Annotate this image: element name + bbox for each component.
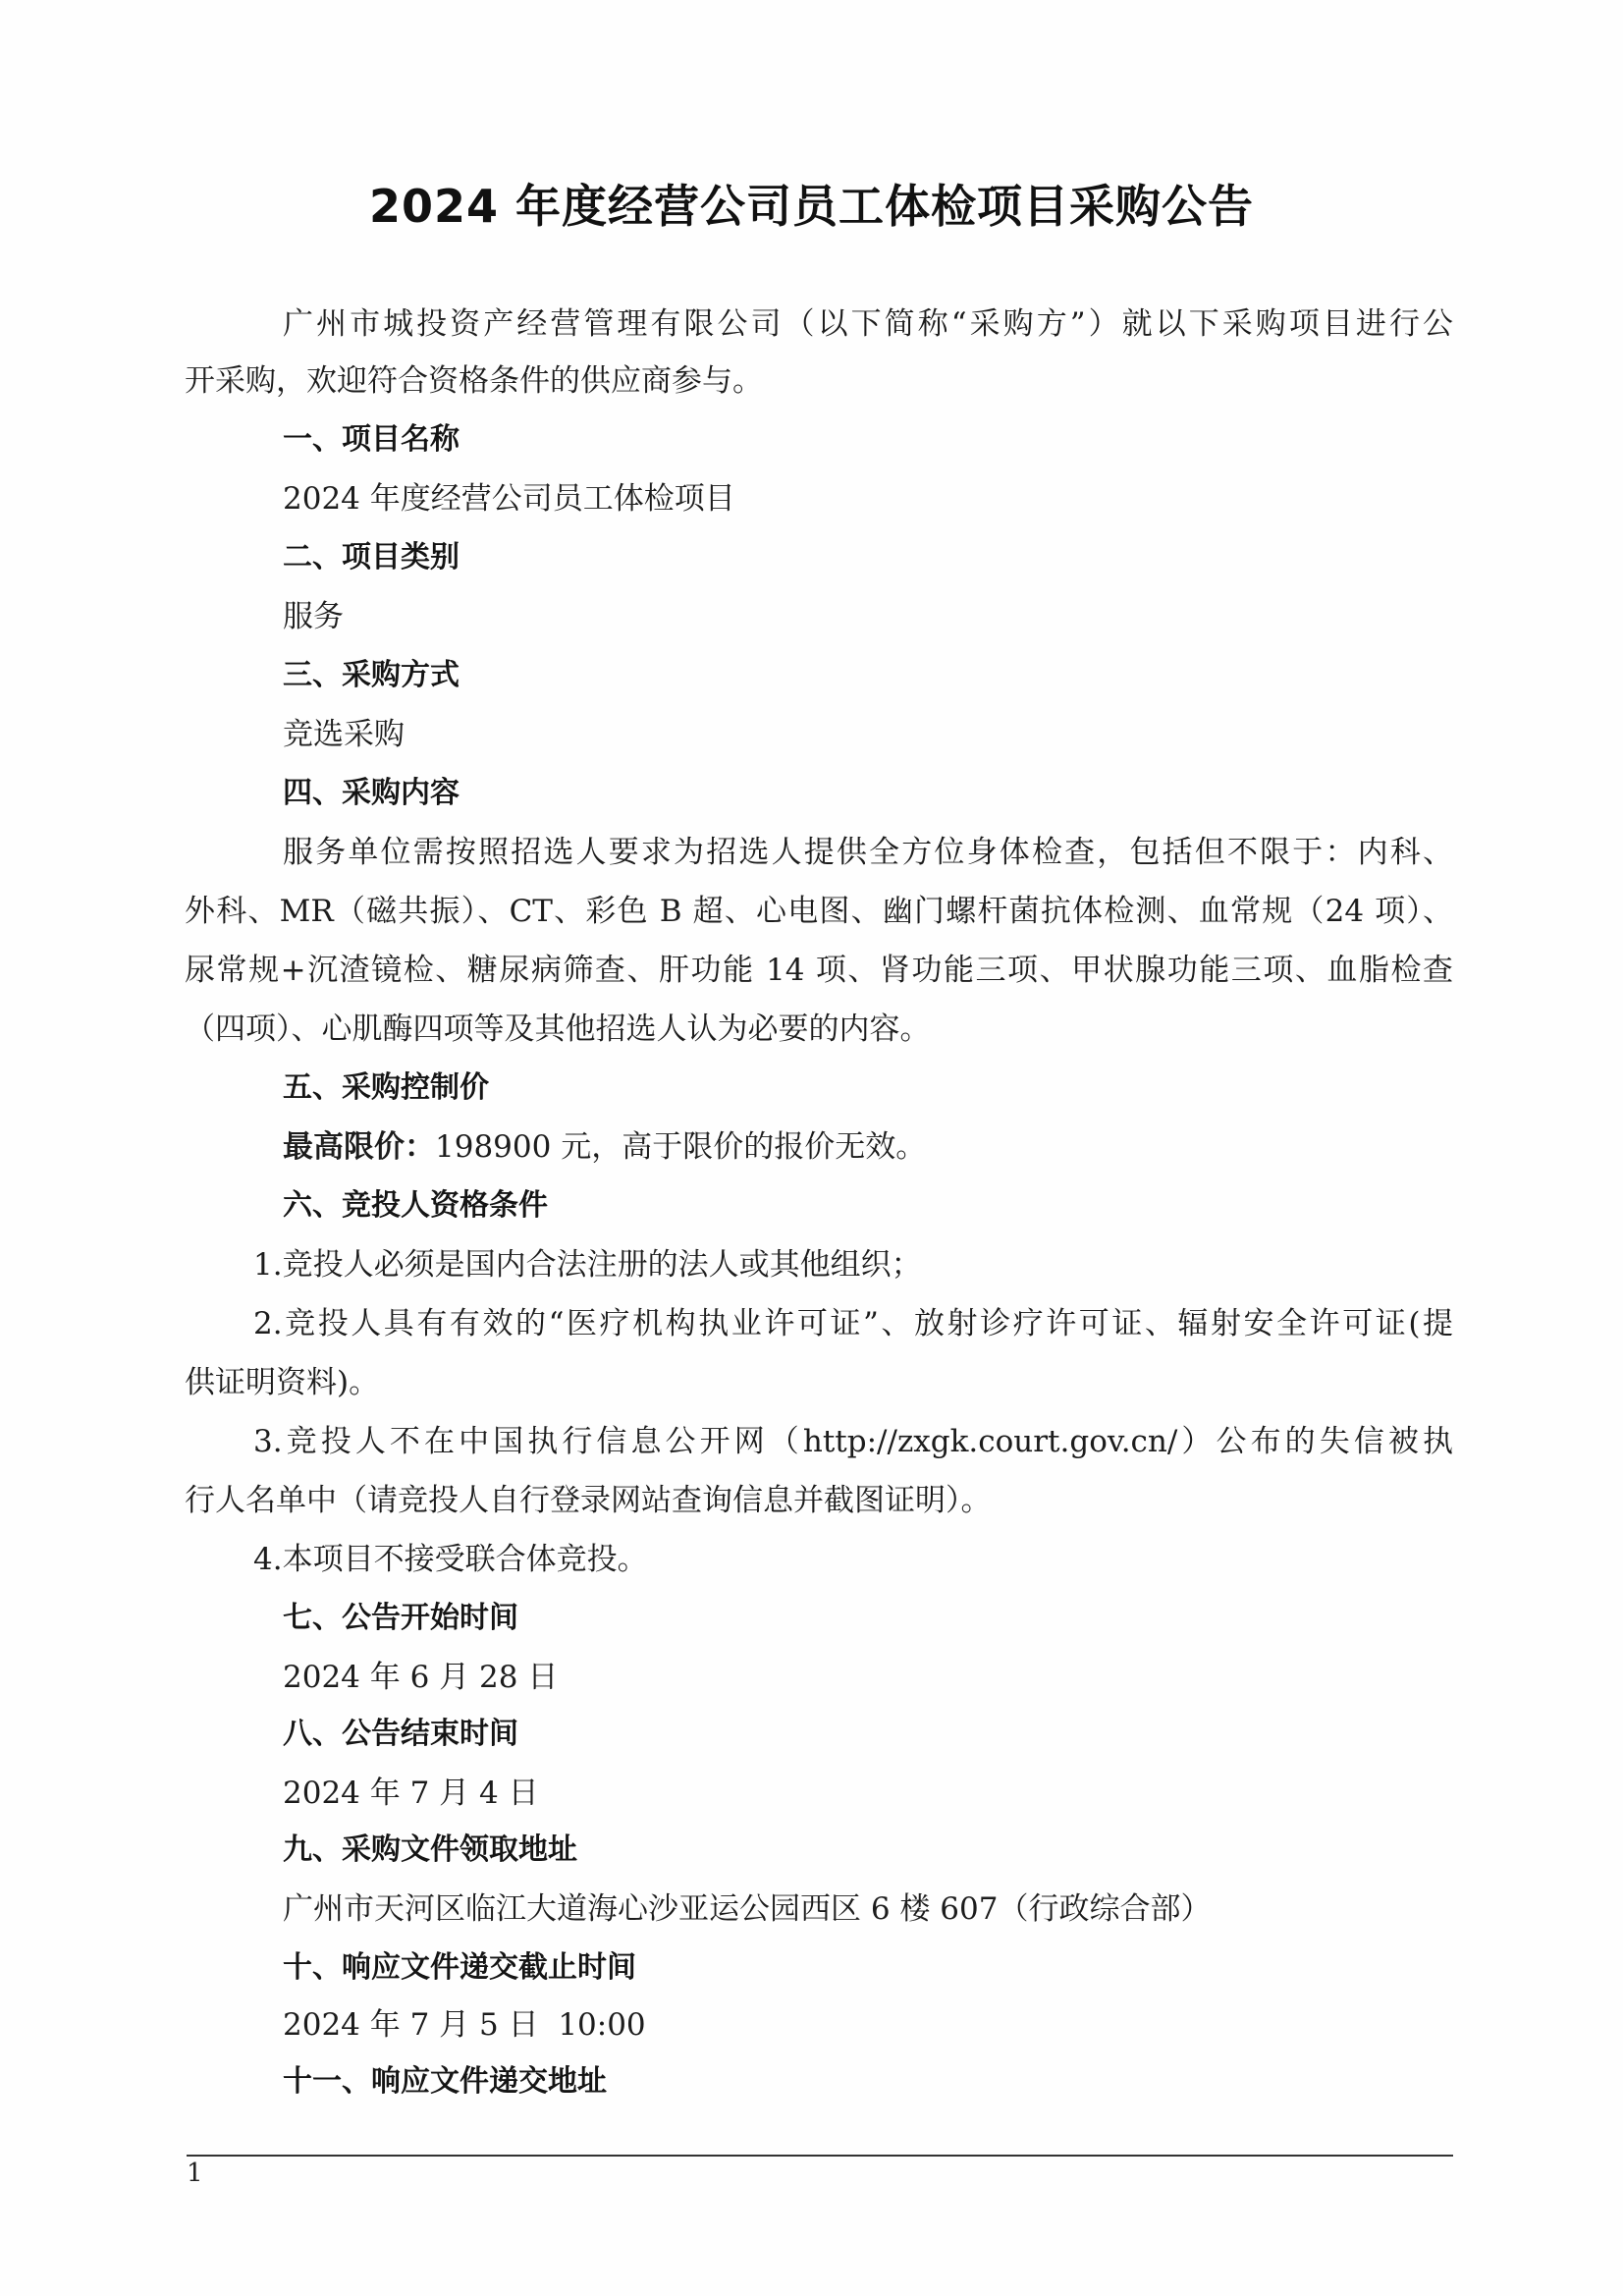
section-heading-procurement-method: 三、采购方式: [283, 658, 460, 692]
document-pickup-address: 广州市天河区临江大道海心沙亚运公园西区 6 楼 607（行政综合部）: [283, 1891, 1212, 1927]
section-heading-project-category: 二、项目类别: [283, 540, 460, 574]
section-body-project-category: 服务: [283, 599, 344, 634]
announcement-end-date: 2024 年 7 月 4 日: [283, 1776, 539, 1811]
max-price-line: [283, 1127, 926, 1167]
max-price-value: 198900 元，高于限价的报价无效。: [435, 1129, 927, 1165]
submission-deadline: 2024 年 7 月 5 日 10:00: [283, 2007, 646, 2043]
announcement-start-date: 2024 年 6 月 28 日: [283, 1660, 559, 1695]
section-heading-control-price: 五、采购控制价: [283, 1070, 489, 1105]
content-line-1: 服务单位需按照招选人要求为招选人提供全方位身体检查，包括但不限于：内科、: [283, 835, 1453, 870]
footer-divider: [187, 2155, 1453, 2157]
qualification-item-2-line-1: 2.竞投人具有有效的“医疗机构执业许可证”、放射诊疗许可证、辐射安全许可证(提: [253, 1306, 1453, 1341]
section-heading-submission-deadline: 十、响应文件递交截止时间: [283, 1950, 636, 1985]
max-price-label: 最高限价：: [283, 1129, 435, 1165]
qualification-item-2-line-2: 供证明资料)。: [185, 1365, 380, 1400]
section-body-project-name: 2024 年度经营公司员工体检项目: [283, 481, 735, 517]
content-line-3: 尿常规+沉渣镜检、糖尿病筛查、肝功能 14 项、肾功能三项、甲状腺功能三项、血脂检查: [185, 953, 1453, 988]
section-heading-submission-address: 十一、响应文件递交地址: [283, 2064, 607, 2099]
page-number: 1: [187, 2159, 203, 2188]
qualification-item-1: 1.竞投人必须是国内合法注册的法人或其他组织；: [253, 1247, 922, 1283]
section-heading-qualifications: 六、竞投人资格条件: [283, 1188, 548, 1223]
qualification-item-3-line-2: 行人名单中（请竞投人自行登录网站查询信息并截图证明）。: [185, 1483, 992, 1518]
section-heading-announcement-end: 八、公告结束时间: [283, 1717, 518, 1751]
section-heading-document-pickup: 九、采购文件领取地址: [283, 1832, 577, 1867]
qualification-item-3-line-1: 3.竞投人不在中国执行信息公开网（http://zxgk.court.gov.cn/）公布的失信被执: [253, 1424, 1453, 1459]
section-heading-project-name: 一、项目名称: [283, 422, 460, 457]
section-body-procurement-method: 竞选采购: [283, 717, 405, 752]
section-heading-procurement-content: 四、采购内容: [283, 776, 460, 810]
content-line-4: （四项）、心肌酶四项等及其他招选人认为必要的内容。: [185, 1011, 931, 1047]
section-heading-announcement-start: 七、公告开始时间: [283, 1601, 518, 1635]
intro-line-1: 广州市城投资产经营管理有限公司（以下简称“采购方”）就以下采购项目进行公: [283, 306, 1453, 342]
content-line-2: 外科、MR（磁共振）、CT、彩色 B 超、心电图、幽门螺杆菌抗体检测、血常规（24 项）、: [185, 894, 1453, 929]
qualification-item-4: 4.本项目不接受联合体竞投。: [253, 1542, 648, 1577]
intro-line-2: 开采购，欢迎符合资格条件的供应商参与。: [185, 363, 763, 399]
page-title: 2024 年度经营公司员工体检项目采购公告: [368, 180, 1255, 233]
